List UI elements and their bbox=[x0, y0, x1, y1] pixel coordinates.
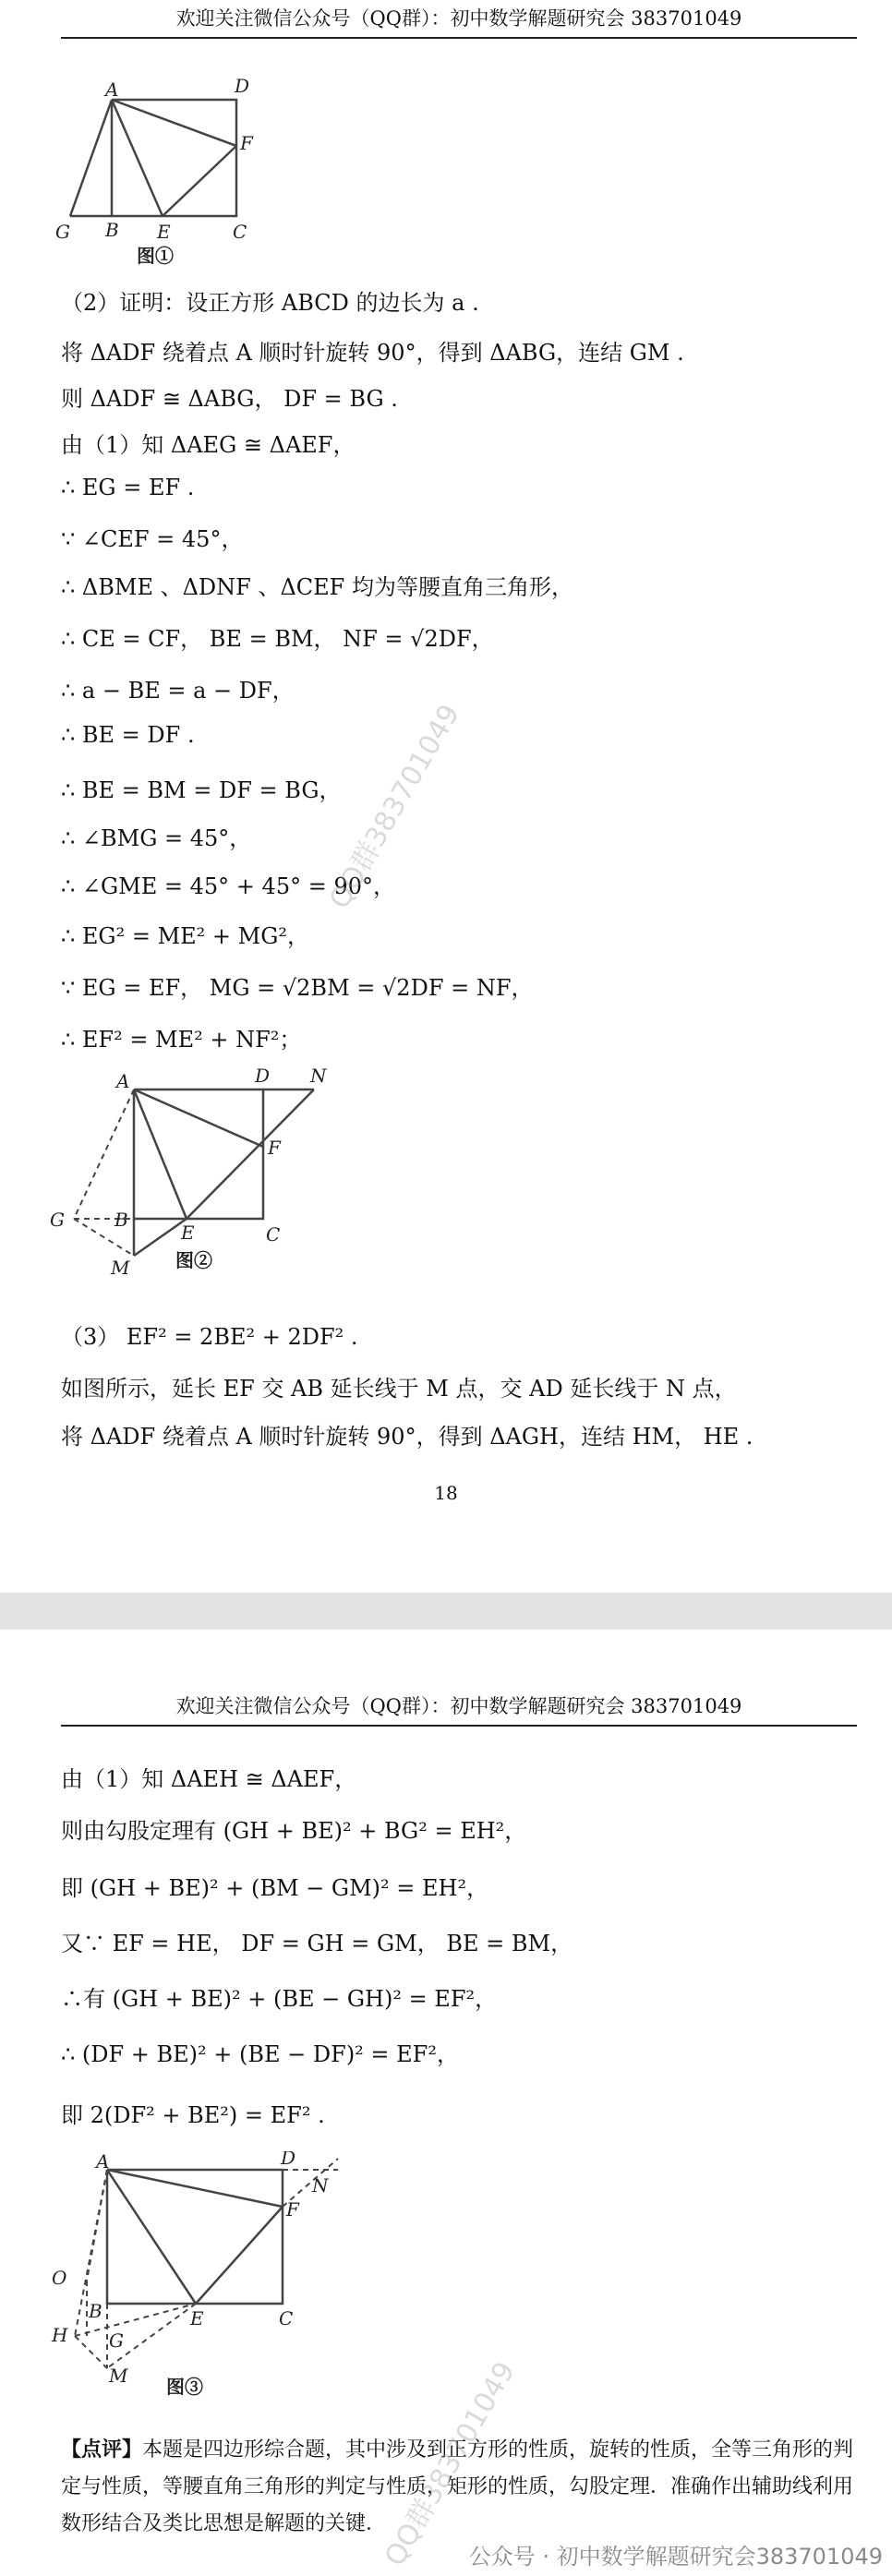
fig1-label-c: C bbox=[233, 221, 247, 243]
footer-watermark: 公众号 · 初中数学解题研究会383701049 bbox=[468, 2544, 883, 2570]
proof-line-9: ∴ a − BE = a − DF， bbox=[61, 678, 295, 704]
fig3-caption: 图③ bbox=[166, 2376, 203, 2398]
fig3-label-g: G bbox=[109, 2329, 124, 2352]
proof-line-12: ∴ ∠BMG = 45°， bbox=[61, 825, 252, 851]
p2-line-4: 又∵ EF = HE， DF = GH = GM， BE = BM， bbox=[61, 1931, 573, 1956]
proof-line-15: ∵ EG = EF， MG = √2BM = √2DF = NF， bbox=[61, 975, 534, 1001]
fig1-label-b: B bbox=[105, 219, 119, 241]
fig2-label-m: M bbox=[111, 1257, 130, 1279]
proof-line-1: （2）证明：设正方形 ABCD 的边长为 a . bbox=[61, 290, 479, 316]
fig2-caption: 图② bbox=[175, 1249, 212, 1271]
fig1-label-a: A bbox=[105, 78, 119, 101]
p2-line-2: 则由勾股定理有 (GH + BE)² + BG² = EH²， bbox=[61, 1818, 527, 1844]
proof-line-16: ∴ EF² = ME² + NF²； bbox=[61, 1027, 302, 1053]
fig2-label-b: B bbox=[115, 1209, 128, 1231]
proof-line-14: ∴ EG² = ME² + MG²， bbox=[61, 923, 310, 949]
fig1-label-e: E bbox=[157, 221, 171, 243]
fig2-label-c: C bbox=[266, 1223, 281, 1246]
page-number: 18 bbox=[434, 1482, 458, 1504]
proof-line-8: ∴ CE = CF， BE = BM， NF = √2DF， bbox=[61, 626, 494, 652]
p2-line-5: ∴有 (GH + BE)² + (BE − GH)² = EF²， bbox=[61, 1986, 498, 2012]
figure-2 bbox=[46, 1062, 342, 1311]
proof-line-6: ∵ ∠CEF = 45°， bbox=[61, 526, 244, 552]
fig3-label-c: C bbox=[279, 2307, 294, 2329]
fig3-label-b: B bbox=[89, 2300, 102, 2322]
watermark-1: QQ群383701049 bbox=[323, 699, 466, 915]
page-2 bbox=[0, 1630, 892, 2576]
fig2-label-n: N bbox=[310, 1065, 327, 1087]
fig3-label-n: N bbox=[312, 2174, 329, 2197]
part3-line-1: （3） EF² = 2BE² + 2DF² . bbox=[61, 1324, 358, 1350]
part3-line-3: 将 ΔADF 绕着点 A 顺时针旋转 90°，得到 ΔAGH，连结 HM， HE . bbox=[61, 1424, 753, 1450]
proof-line-4: 由（1）知 ΔAEG ≅ ΔAEF， bbox=[61, 432, 356, 458]
fig2-label-d: D bbox=[255, 1065, 271, 1087]
fig3-label-d: D bbox=[281, 2151, 296, 2169]
fig3-label-h: H bbox=[52, 2324, 68, 2346]
page-header-2: 欢迎关注微信公众号（QQ群）：初中数学解题研究会 383701049 bbox=[61, 1691, 857, 1727]
fig1-label-f: F bbox=[240, 132, 253, 154]
fig3-label-o: O bbox=[52, 2267, 67, 2289]
figure-3 bbox=[42, 2151, 356, 2401]
watermark-2: QQ群383701049 bbox=[379, 2356, 522, 2572]
p2-line-7: 即 2(DF² + BE²) = EF² . bbox=[61, 2102, 325, 2128]
fig1-label-g: G bbox=[55, 221, 70, 243]
proof-line-13: ∴ ∠GME = 45° + 45° = 90°， bbox=[61, 873, 395, 899]
fig1-label-d: D bbox=[235, 75, 250, 97]
p2-line-1: 由（1）知 ΔAEH ≅ ΔAEF， bbox=[61, 1766, 357, 1792]
figure-1 bbox=[52, 72, 273, 275]
part3-line-2: 如图所示，延长 EF 交 AB 延长线于 M 点，交 AD 延长线于 N 点， bbox=[61, 1376, 737, 1402]
proof-line-3: 则 ΔADF ≅ ΔABG， DF = BG . bbox=[61, 386, 398, 412]
fig3-label-f: F bbox=[286, 2198, 299, 2221]
fig3-label-e: E bbox=[190, 2307, 204, 2329]
fig3-label-a: A bbox=[96, 2151, 110, 2173]
proof-line-10: ∴ BE = DF . bbox=[61, 722, 195, 748]
proof-line-7: ∴ ΔBME 、ΔDNF 、ΔCEF 均为等腰直角三角形， bbox=[61, 574, 573, 600]
p2-line-3: 即 (GH + BE)² + (BM − GM)² = EH²， bbox=[61, 1875, 489, 1901]
comment-tag: 【点评】 bbox=[61, 2438, 143, 2462]
proof-line-5: ∴ EG = EF . bbox=[61, 475, 195, 500]
page-separator bbox=[0, 1593, 892, 1630]
fig2-label-a: A bbox=[116, 1070, 130, 1092]
page-header: 欢迎关注微信公众号（QQ群）：初中数学解题研究会 383701049 bbox=[61, 4, 857, 39]
comment-body: 本题是四边形综合题，其中涉及到正方形的性质，旋转的性质，全等三角形的判定与性质，等腰直角三角形的判定与性质，矩形的性质，勾股定理．准确作出辅助线利用数形结合及类比思想是解题的关键． bbox=[61, 2438, 854, 2535]
fig2-label-g: G bbox=[50, 1209, 65, 1231]
fig2-label-e: E bbox=[181, 1222, 195, 1244]
proof-line-11: ∴ BE = BM = DF = BG， bbox=[61, 777, 342, 803]
p2-line-6: ∴ (DF + BE)² + (BE − DF)² = EF²， bbox=[61, 2041, 459, 2067]
proof-line-2: 将 ΔADF 绕着点 A 顺时针旋转 90°，得到 ΔABG，连结 GM . bbox=[61, 340, 684, 366]
fig2-label-f: F bbox=[268, 1137, 281, 1159]
fig3-label-m: M bbox=[109, 2365, 128, 2387]
fig1-caption: 图① bbox=[137, 245, 174, 267]
